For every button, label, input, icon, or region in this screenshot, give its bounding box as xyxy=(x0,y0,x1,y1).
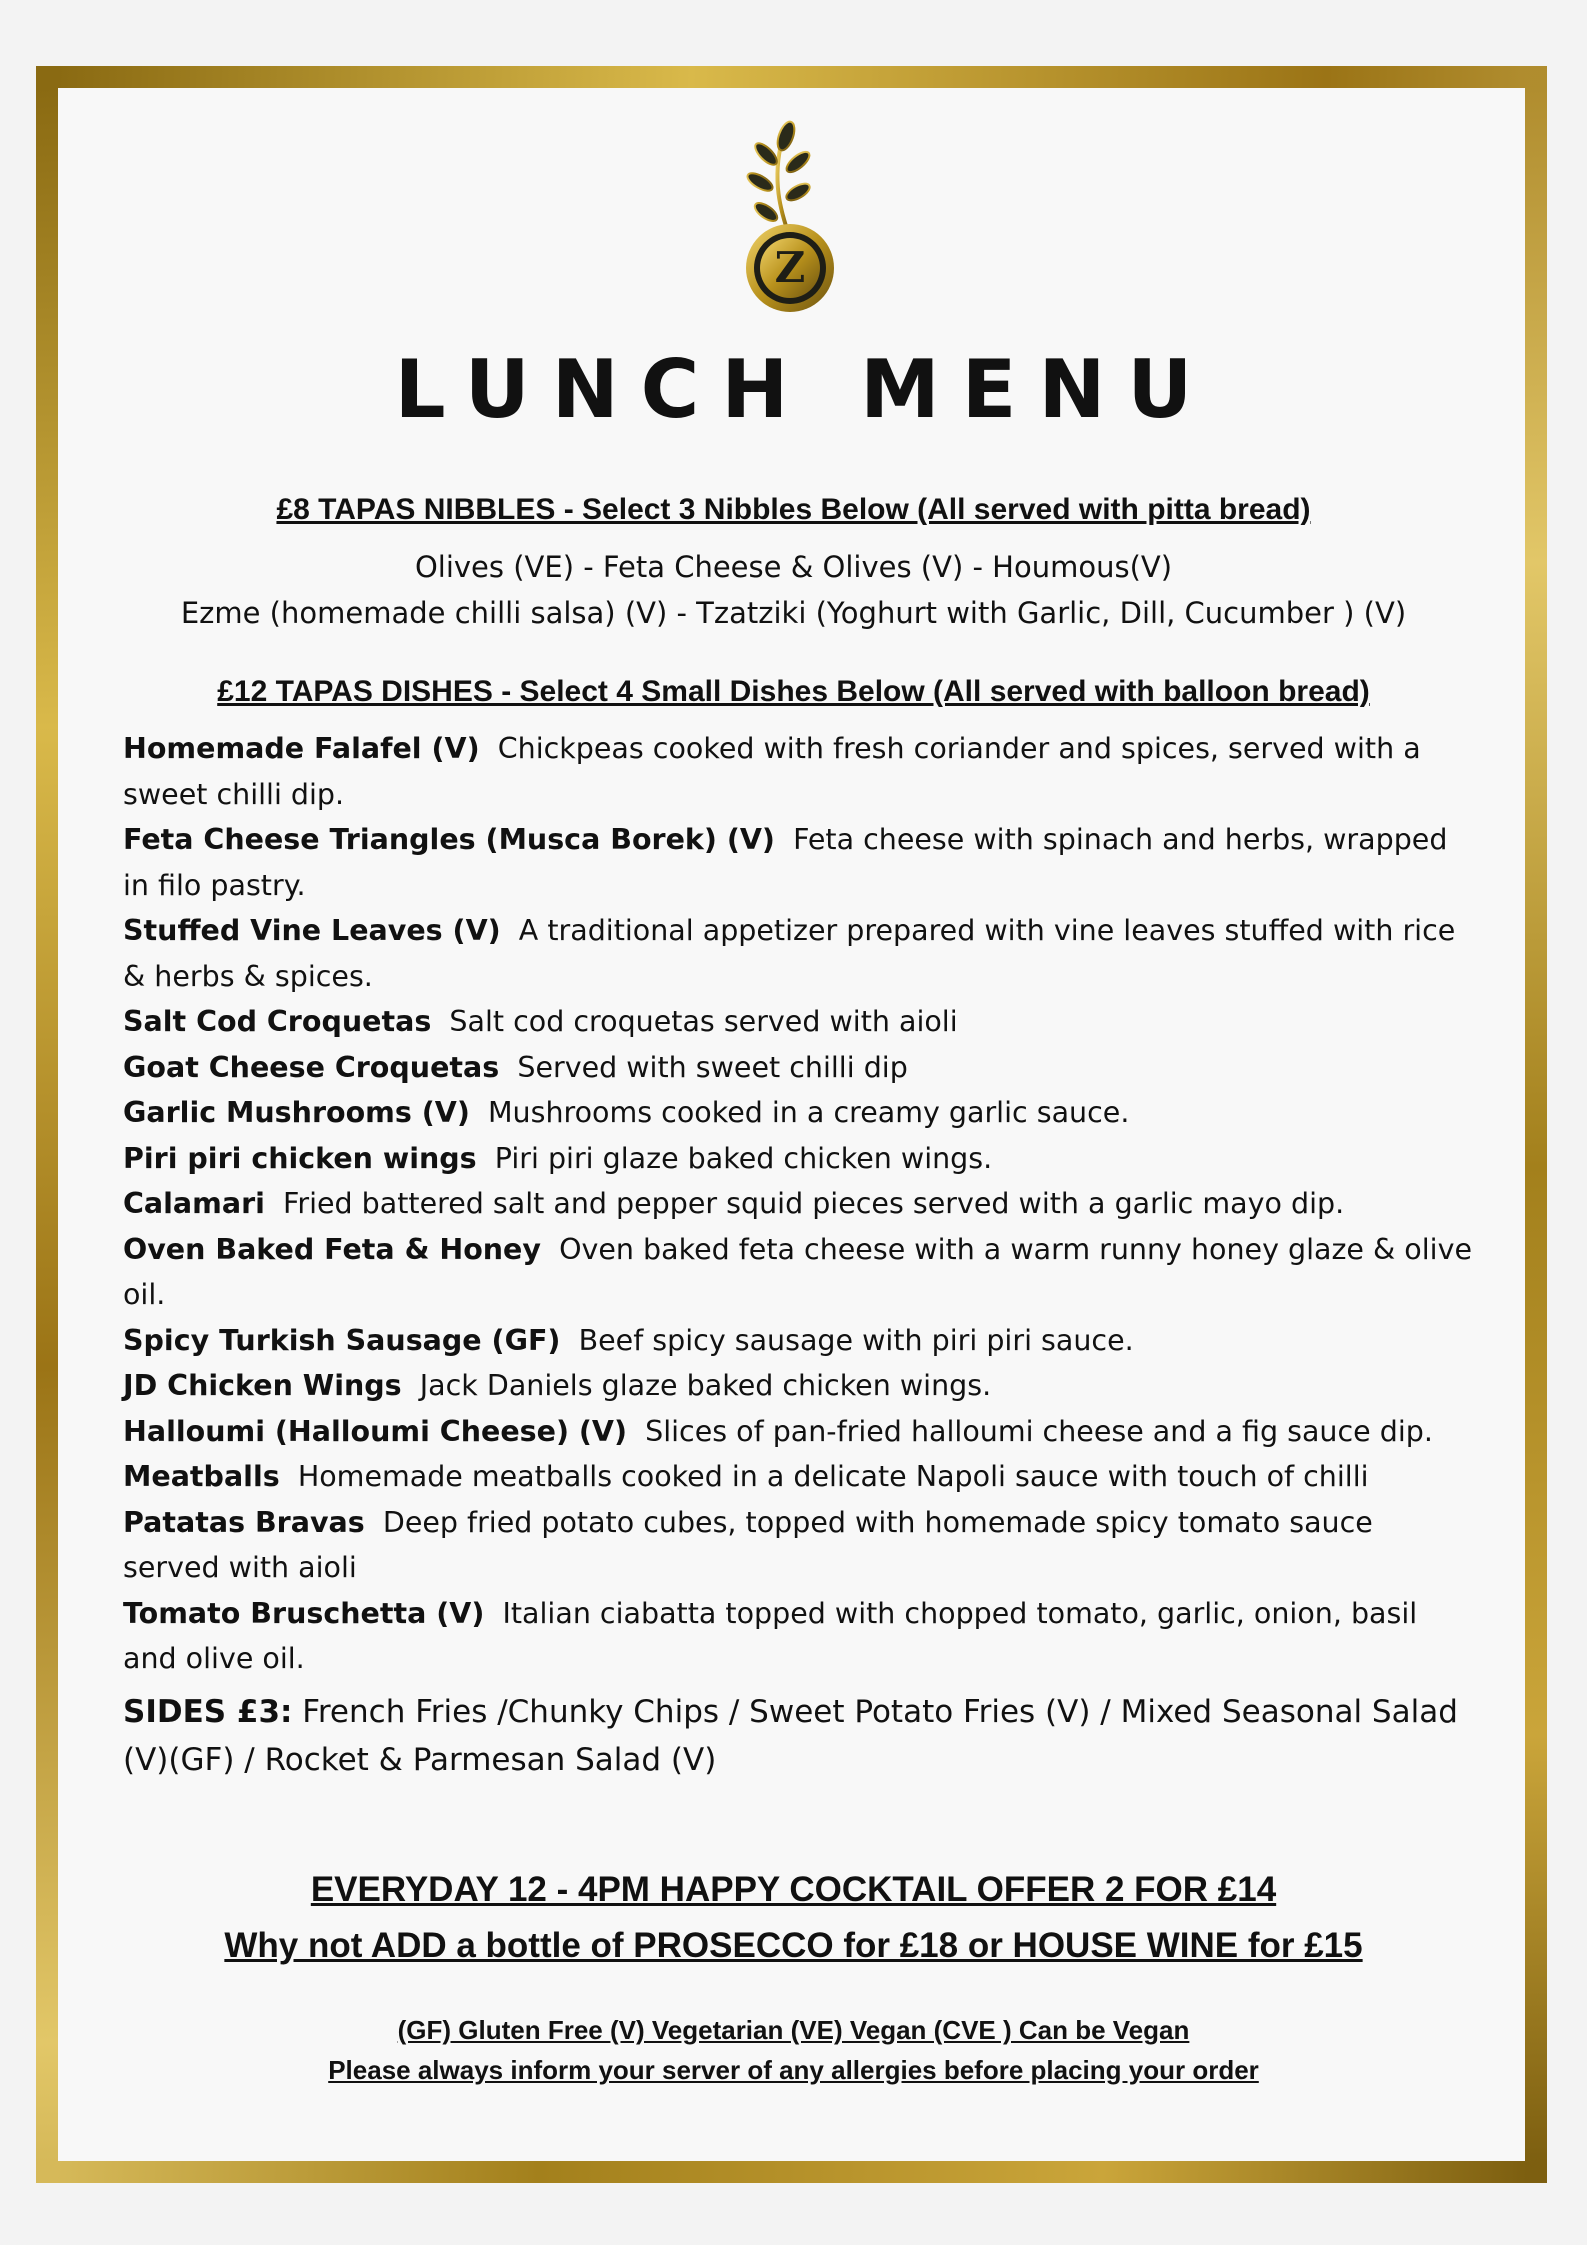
dish-description: Italian ciabatta topped with chopped tomato, garlic, onion, basil and olive oil. xyxy=(123,1596,1418,1675)
sides-label: SIDES £3: xyxy=(123,1693,293,1730)
dish-item xyxy=(123,908,1473,999)
dish-item xyxy=(123,1409,1473,1455)
dish-item xyxy=(123,1045,1473,1091)
dish-item xyxy=(123,1318,1473,1364)
dish-item xyxy=(123,1227,1473,1318)
dish-name: Stuffed Vine Leaves (V) xyxy=(123,914,501,947)
dish-name: Spicy Turkish Sausage (GF) xyxy=(123,1323,561,1357)
dish-item xyxy=(123,1181,1473,1227)
dish-item xyxy=(123,1363,1473,1409)
nibbles-line-1: Olives (VE) - Feta Cheese & Olives (V) - Houmous(V) xyxy=(414,550,1173,584)
olive-branch-logo-icon xyxy=(720,120,860,320)
nibbles-line-2: Ezme (homemade chilli salsa) (V) - Tzatziki (Yoghurt with Garlic, Dill, Cucumber ) (V) xyxy=(180,596,1407,630)
dish-item xyxy=(123,1136,1473,1182)
sides-section xyxy=(123,1688,1473,1784)
dish-name: Homemade Falafel (V) xyxy=(123,732,480,765)
dish-name: Garlic Mushrooms (V) xyxy=(123,1096,470,1129)
dish-description: Feta cheese with spinach and herbs, wrapped in filo pastry. xyxy=(123,823,1448,902)
dish-item xyxy=(123,1591,1473,1682)
dish-name: Goat Cheese Croquetas xyxy=(123,1050,500,1084)
logo-letter: Z xyxy=(774,243,806,292)
dish-item xyxy=(123,999,1473,1045)
dish-item xyxy=(123,1090,1473,1136)
dish-description: Salt cod croquetas served with aioli xyxy=(449,1005,958,1038)
dishes-heading: £12 TAPAS DISHES - Select 4 Small Dishes Below (All served with balloon bread) xyxy=(217,675,1370,708)
dish-name: Feta Cheese Triangles (Musca Borek) (V) xyxy=(123,823,775,856)
dish-name: Oven Baked Feta & Honey xyxy=(123,1232,541,1266)
dish-name: Tomato Bruschetta (V) xyxy=(123,1596,485,1630)
dish-description: Oven baked feta cheese with a warm runny honey glaze & olive oil. xyxy=(123,1232,1472,1311)
dish-item xyxy=(123,726,1473,817)
dish-description: A traditional appetizer prepared with vine leaves stuffed with rice & herbs & spices. xyxy=(123,914,1456,993)
nibbles-heading: £8 TAPAS NIBBLES - Select 3 Nibbles Below (All served with pitta bread) xyxy=(276,493,1311,526)
dish-description: Slices of pan-fried halloumi cheese and a fig sauce dip. xyxy=(645,1414,1433,1448)
dish-name: Salt Cod Croquetas xyxy=(123,1005,432,1038)
allergy-notice: Please always inform your server of any allergies before placing your order xyxy=(328,2055,1259,2085)
dish-name: Meatballs xyxy=(123,1460,280,1493)
dish-item xyxy=(123,817,1473,908)
dish-name: Halloumi (Halloumi Cheese) (V) xyxy=(123,1414,627,1448)
dish-description: Chickpeas cooked with fresh coriander and spices, served with a sweet chilli dip. xyxy=(123,732,1421,811)
dish-description: Piri piri glaze baked chicken wings. xyxy=(494,1141,993,1175)
dish-name: Piri piri chicken wings xyxy=(123,1141,477,1175)
cocktail-offer: EVERYDAY 12 - 4PM HAPPY COCKTAIL OFFER 2 FOR £14 xyxy=(310,1870,1277,1909)
dish-description: Jack Daniels glaze baked chicken wings. xyxy=(419,1369,992,1402)
sides-items: French Fries /Chunky Chips / Sweet Potato Fries (V) / Mixed Seasonal Salad (V)(GF) / Rocket & Parmesan Salad (V) xyxy=(123,1693,1458,1778)
dish-item xyxy=(123,1454,1473,1500)
dish-description: Served with sweet chilli dip xyxy=(517,1050,908,1084)
page-title: LUNCH MENU xyxy=(394,343,1215,436)
wine-offer: Why not ADD a bottle of PROSECCO for £18 or HOUSE WINE for £15 xyxy=(224,1926,1363,1965)
dish-description: Beef spicy sausage with piri piri sauce. xyxy=(578,1323,1134,1357)
dish-name: Calamari xyxy=(123,1187,265,1220)
dietary-legend: (GF) Gluten Free (V) Vegetarian (VE) Vegan (CVE ) Can be Vegan xyxy=(397,2015,1190,2045)
dish-description: Homemade meatballs cooked in a delicate Napoli sauce with touch of chilli xyxy=(297,1460,1369,1493)
dish-description: Mushrooms cooked in a creamy garlic sauce. xyxy=(487,1096,1130,1129)
dish-description: Deep fried potato cubes, topped with homemade spicy tomato sauce served with aioli xyxy=(123,1505,1373,1584)
dish-item xyxy=(123,1500,1473,1591)
dish-name: JD Chicken Wings xyxy=(123,1369,402,1402)
dishes-list xyxy=(123,726,1473,1784)
dish-description: Fried battered salt and pepper squid pieces served with a garlic mayo dip. xyxy=(283,1187,1345,1220)
dish-name: Patatas Bravas xyxy=(123,1505,365,1539)
